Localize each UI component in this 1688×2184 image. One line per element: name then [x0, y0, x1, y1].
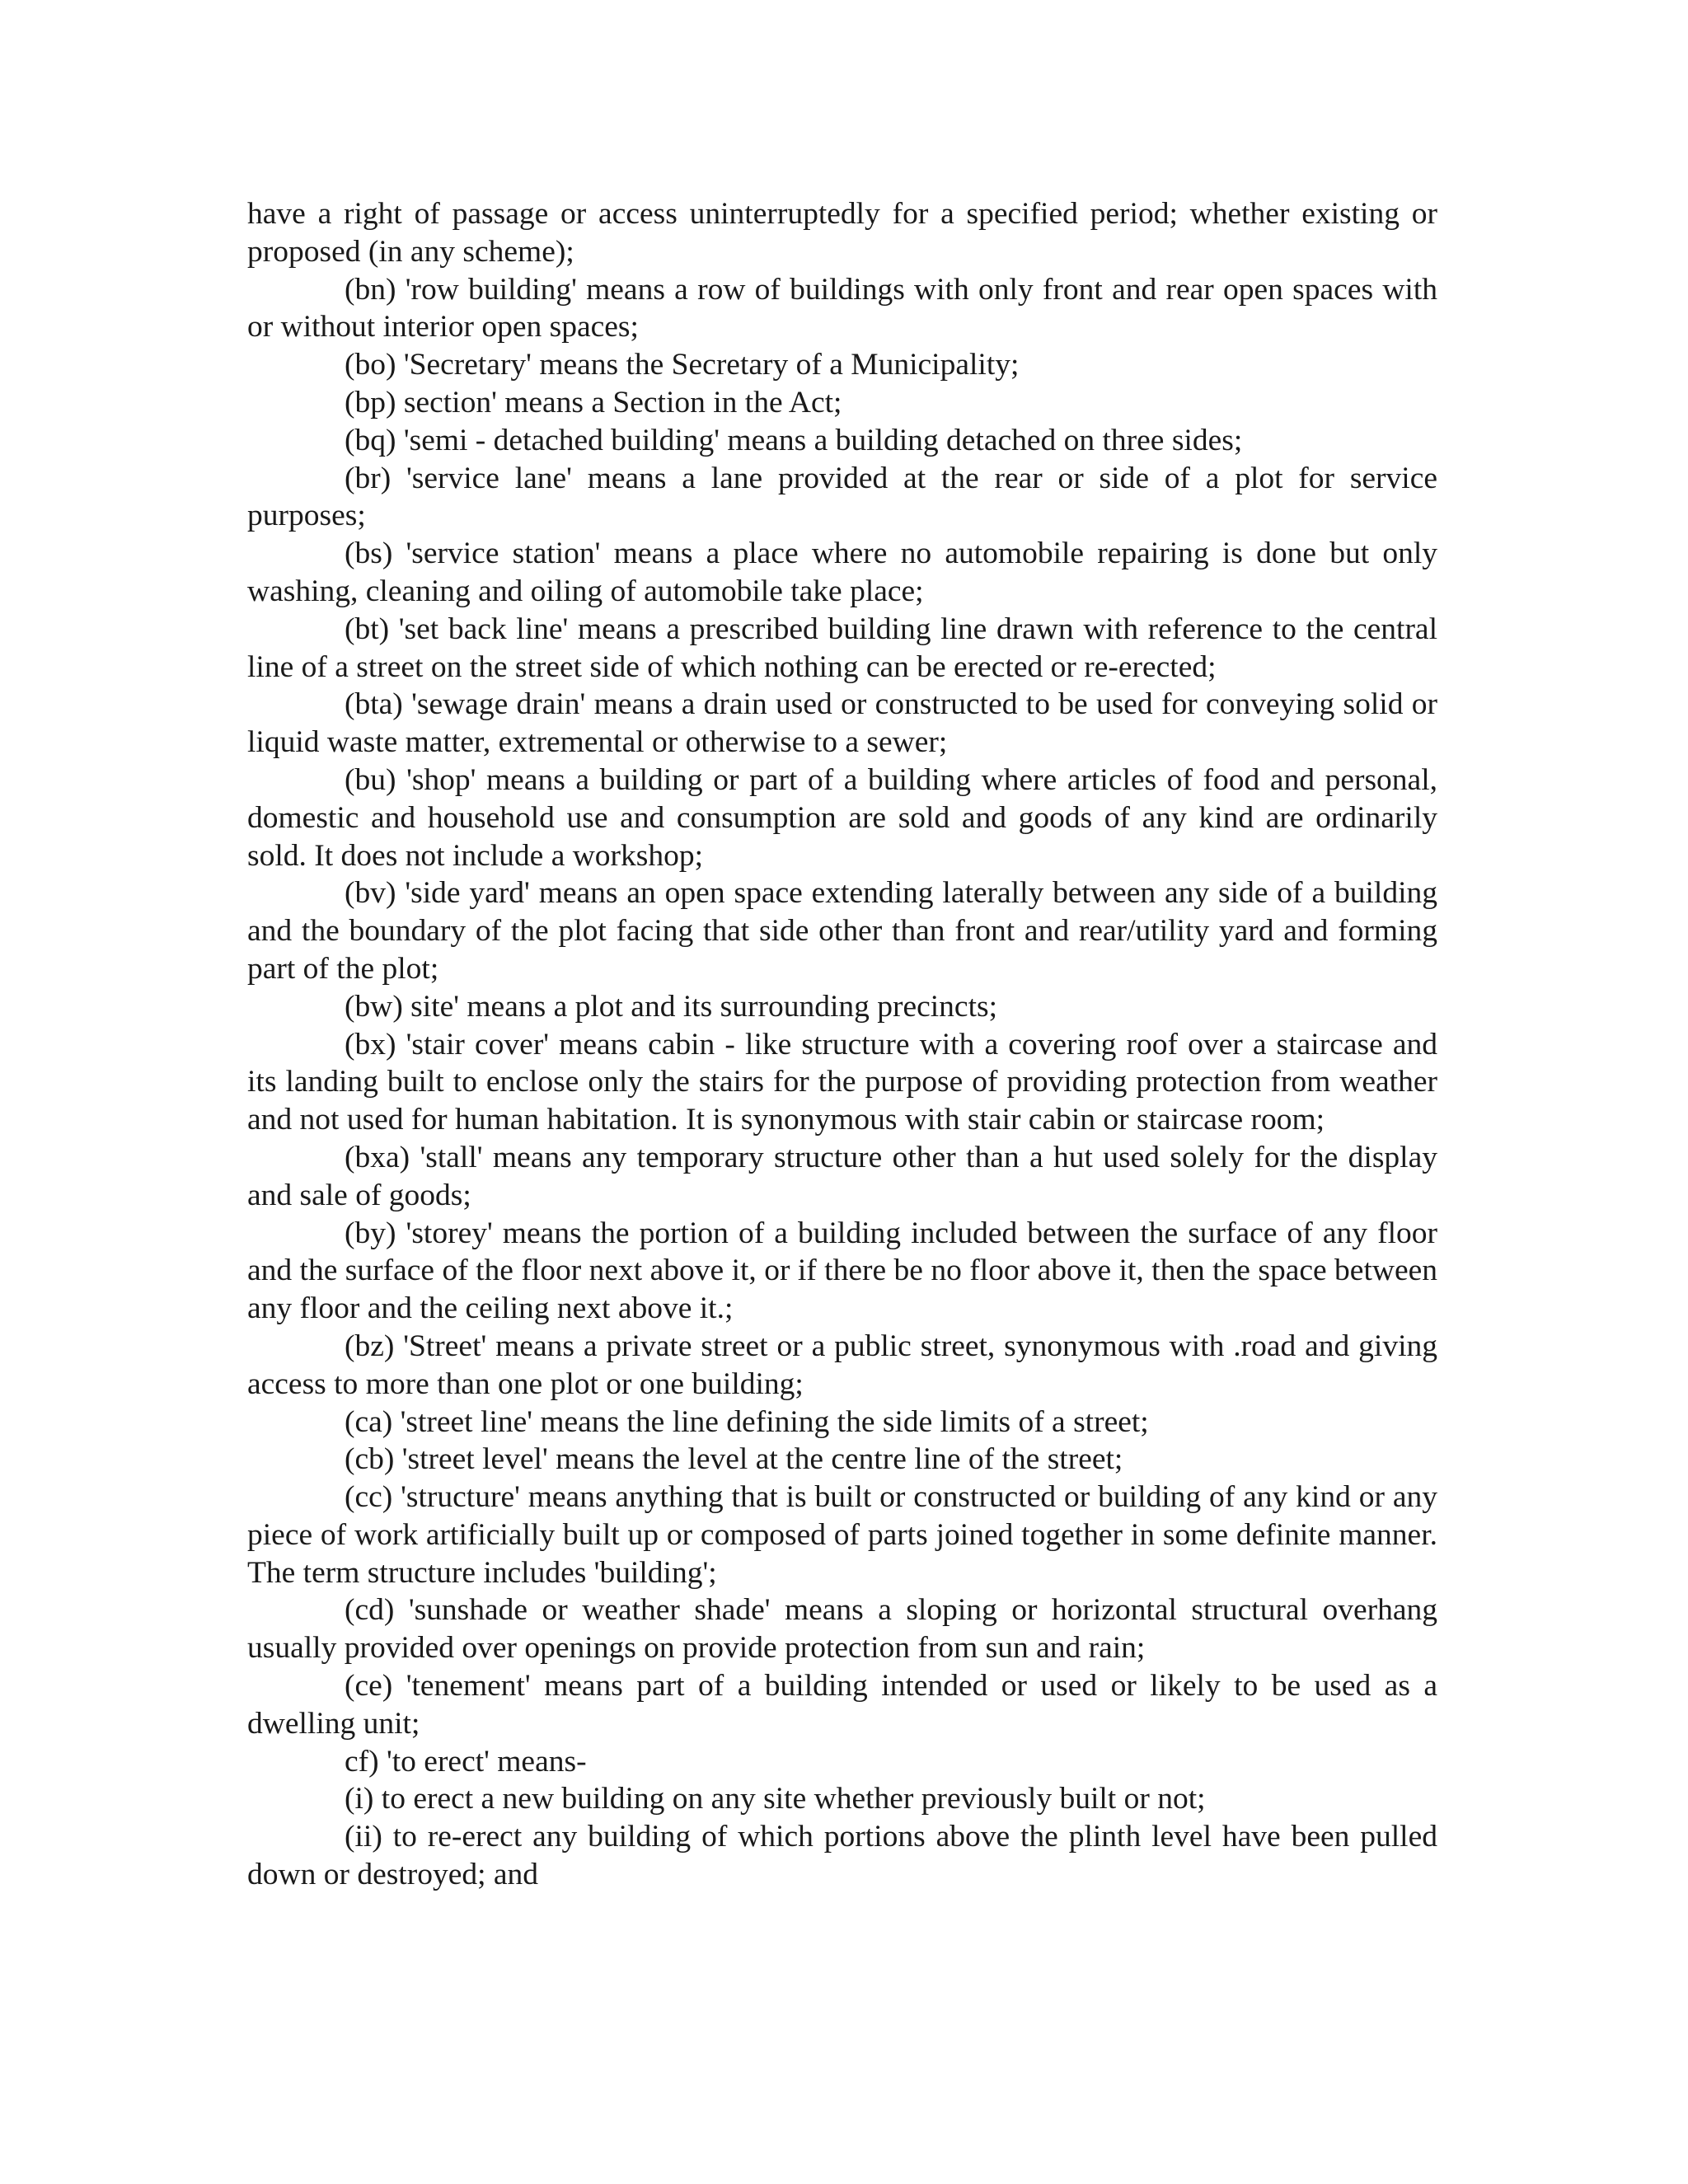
clause-bp: (bp) section' means a Section in the Act; — [345, 385, 842, 419]
clause-cb: (cb) 'street level' means the level at the centre line of the street; — [345, 1442, 1123, 1477]
document-body — [247, 195, 1437, 1894]
clause-cf: cf) 'to erect' means- — [345, 1744, 587, 1779]
clause-bz: (bz) 'Street' means a private street or a public street, synonymous with .road and giving access to more than one plot or one building; — [247, 1329, 1437, 1401]
clause-cd: (cd) 'sunshade or weather shade' means a sloping or horizontal structural overhang usually provided over openings on provide protection from sun and rain; — [247, 1593, 1437, 1666]
clause-bw: (bw) site' means a plot and its surrounding precincts; — [345, 989, 998, 1024]
clause-bs: (bs) 'service station' means a place where no automobile repairing is done but only washing, cleaning and oiling of automobile take place; — [247, 537, 1437, 608]
subclause-i: (i) to erect a new building on any site whether previously built or not; — [345, 1782, 1206, 1816]
clause-bu: (bu) 'shop' means a building or part of a building where articles of food and personal, domestic and household use and consumption are sold and goods of any kind are ordinarily sold. It does not include a workshop; — [247, 762, 1437, 873]
clause-bv: (bv) 'side yard' means an open space extending laterally between any side of a building and the boundary of the plot facing that side other than front and rear/utility yard and forming part of the plot; — [247, 876, 1437, 986]
clause-by: (by) 'storey' means the portion of a building included between the surface of any floor and the surface of the floor next above it, or if there be no floor above it, then the space between any floor and the ceiling next above it.; — [247, 1216, 1437, 1326]
clause-br: (br) 'service lane' means a lane provided at the rear or side of a plot for service purposes; — [247, 461, 1437, 533]
paragraph-continuation: have a right of passage or access uninterruptedly for a specified period; whether existing or proposed (in any scheme); — [247, 197, 1437, 269]
clause-bo: (bo) 'Secretary' means the Secretary of a Municipality; — [345, 348, 1020, 382]
subclause-ii: (ii) to re-erect any building of which portions above the plinth level have been pulled down or destroyed; and — [247, 1820, 1437, 1892]
clause-bq: (bq) 'semi - detached building' means a building detached on three sides; — [345, 423, 1243, 457]
clause-bx: (bx) 'stair cover' means cabin - like structure with a covering roof over a staircase and its landing built to enclose only the stairs for the purpose of providing protection from weather and not used for human habitation. It is synonymous with stair cabin or staircase room; — [247, 1027, 1437, 1137]
clause-cc: (cc) 'structure' means anything that is built or constructed or building of any kind or any piece of work artificially built up or composed of parts joined together in some definite manner. The term structure includes 'building'; — [247, 1480, 1437, 1590]
clause-bta: (bta) 'sewage drain' means a drain used or constructed to be used for conveying solid or liquid waste matter, extremental or otherwise to a sewer; — [247, 687, 1437, 760]
clause-ca: (ca) 'street line' means the line defining the side limits of a street; — [345, 1404, 1149, 1439]
clause-bxa: (bxa) 'stall' means any temporary structure other than a hut used solely for the display and sale of goods; — [247, 1140, 1437, 1212]
clause-ce: (ce) 'tenement' means part of a building intended or used or likely to be used as a dwelling unit; — [247, 1669, 1437, 1741]
clause-bt: (bt) 'set back line' means a prescribed building line drawn with reference to the central line of a street on the street side of which nothing can be erected or re-erected; — [247, 612, 1437, 684]
clause-bn: (bn) 'row building' means a row of buildings with only front and rear open spaces with or without interior open spaces; — [247, 272, 1437, 344]
